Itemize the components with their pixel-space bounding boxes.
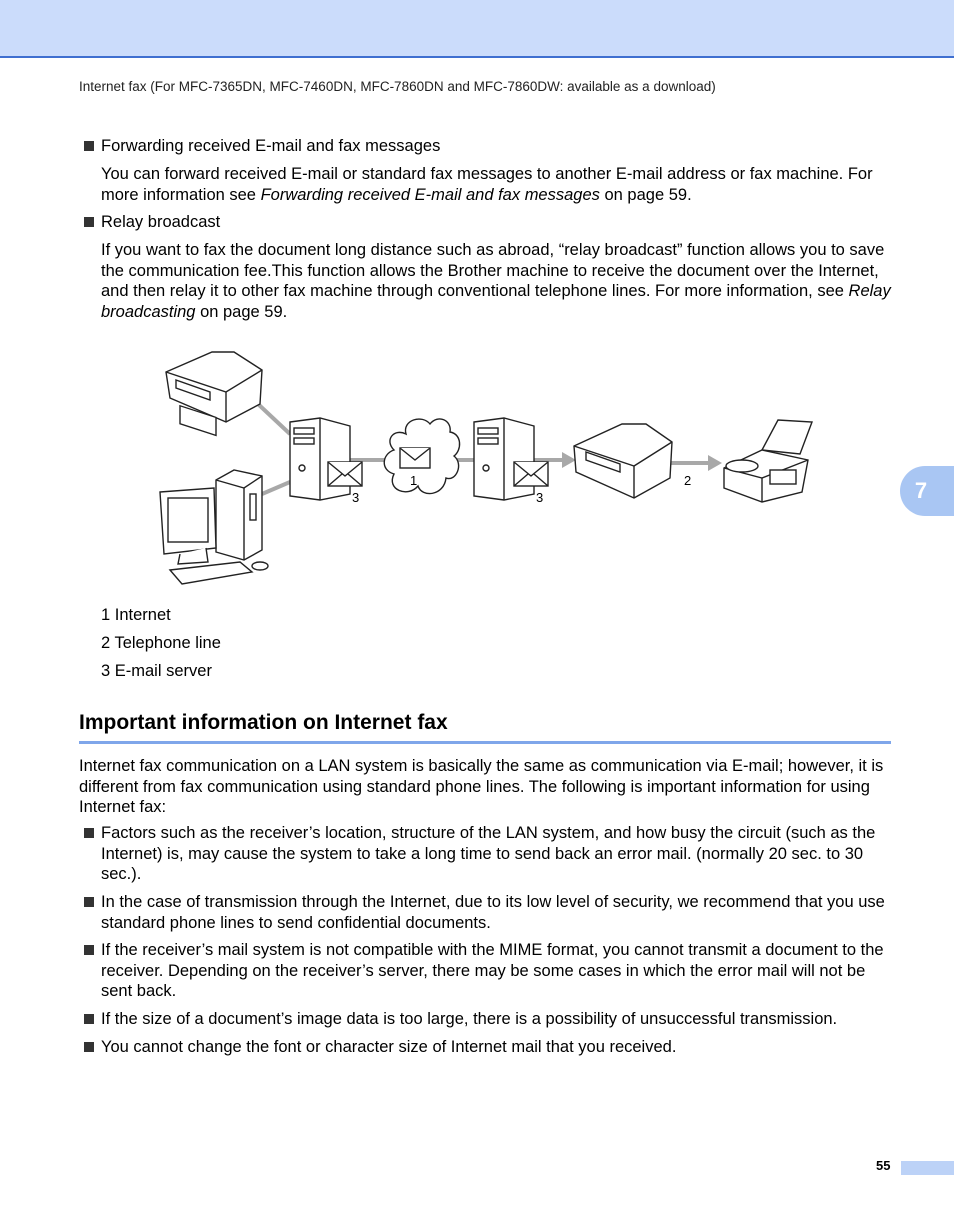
- running-header: Internet fax (For MFC-7365DN, MFC-7460DN, MFC-7860DN and MFC-7860DW: available as a download): [79, 79, 716, 94]
- callout-label: 3: [352, 490, 360, 505]
- info-bullet: [84, 1037, 891, 1058]
- bullet-square-icon: [84, 897, 94, 907]
- legend-item: 3 E-mail server: [101, 662, 212, 680]
- section-intro: Internet fax communication on a LAN system is basically the same as communication via E-mail; however, it is different from fax communication using standard phone lines. The following is important information for using Internet fax:: [79, 757, 884, 817]
- feature-title: Forwarding received E-mail and fax messages: [101, 137, 441, 155]
- mfc-machine-icon: [574, 424, 672, 498]
- bullet-text: You cannot change the font or character size of Internet mail that you received.: [101, 1038, 677, 1056]
- bullet-text: If the receiver’s mail system is not compatible with the MIME format, you cannot transmit a document to the receiver. Depending on the receiver’s server, there may be some cases in which the error mail will not be sent back.: [101, 941, 884, 1001]
- internet-cloud-icon: [384, 419, 459, 494]
- info-bullet: [84, 940, 891, 1002]
- relay-broadcast-diagram: [150, 342, 830, 592]
- fax-machine-icon: [724, 420, 812, 502]
- bullet-square-icon: [84, 1042, 94, 1052]
- feature-forwarding-title: [84, 136, 891, 157]
- legend-item: 1 Internet: [101, 606, 171, 624]
- feature-forwarding-body: You can forward received E-mail or standard fax messages to another E-mail address or fax machine. For more information see Forwarding received E-mail and fax messages on page 59.: [101, 165, 873, 204]
- feature-relay-title: [84, 212, 891, 233]
- bullet-square-icon: [84, 1014, 94, 1024]
- legend-item: 2 Telephone line: [101, 634, 221, 652]
- section-heading: Important information on Internet fax: [79, 711, 891, 744]
- arrow-icon: [562, 452, 576, 468]
- mfc-machine-icon: [166, 352, 262, 435]
- feature-title: Relay broadcast: [101, 213, 221, 231]
- arrow-icon: [708, 455, 722, 471]
- bullet-text: Factors such as the receiver’s location, structure of the LAN system, and how busy the circuit (such as the Internet) is, may cause the system to take a long time to send back an error mail. (normally 20 sec. to 30 sec.).: [101, 824, 876, 884]
- callout-label: 1: [410, 473, 418, 488]
- callout-label: 3: [536, 490, 544, 505]
- bullet-square-icon: [84, 141, 94, 151]
- info-bullet: [84, 823, 891, 885]
- top-header-band: [0, 0, 954, 58]
- info-bullet: [84, 1009, 891, 1030]
- callout-label: 2: [684, 473, 692, 488]
- page-number: 55: [876, 1158, 891, 1173]
- bullet-square-icon: [84, 945, 94, 955]
- footer-band: [901, 1161, 954, 1175]
- bullet-text: In the case of transmission through the Internet, due to its low level of security, we recommend that you use standard phone lines to send confidential documents.: [101, 893, 885, 932]
- feature-relay-body: If you want to fax the document long distance such as abroad, “relay broadcast” function allows you to save the communication fee.This function allows the Brother machine to receive the document over the Internet, and then relay it to other fax machine through conventional telephone lines. For more information, see Relay broadcasting on page 59.: [101, 241, 891, 321]
- computer-icon: [160, 470, 268, 584]
- info-bullet: [84, 892, 891, 933]
- chapter-tab[interactable]: 7: [900, 466, 954, 516]
- cross-reference-link[interactable]: Forwarding received E-mail and fax messages: [260, 185, 600, 204]
- bullet-square-icon: [84, 828, 94, 838]
- cross-reference-link[interactable]: Relay broadcasting: [101, 282, 891, 321]
- bullet-square-icon: [84, 217, 94, 227]
- bullet-text: If the size of a document’s image data is too large, there is a possibility of unsuccessful transmission.: [101, 1010, 838, 1028]
